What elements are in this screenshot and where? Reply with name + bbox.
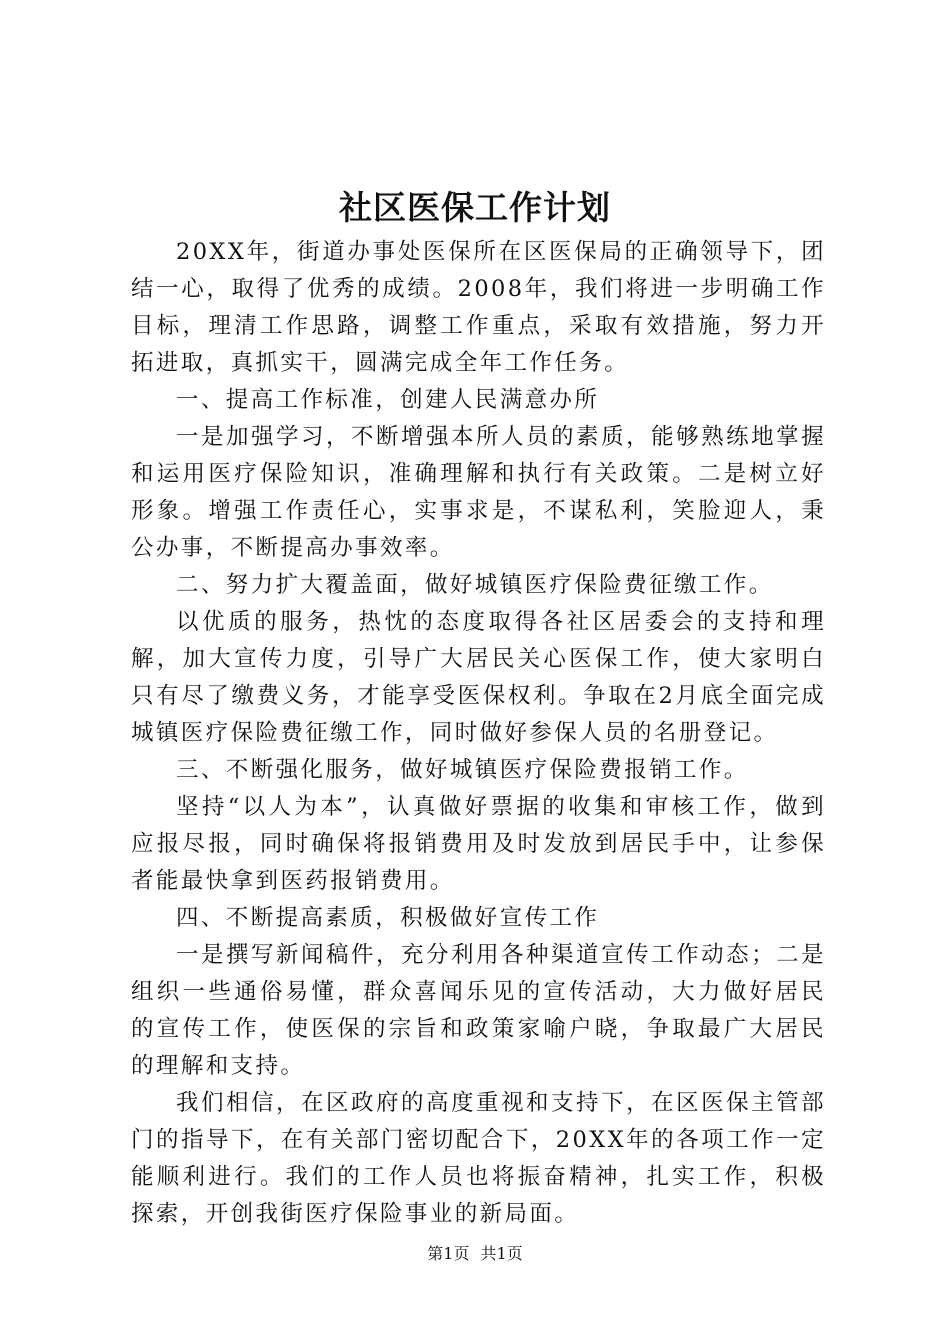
paragraph-section-2: 以优质的服务，热忱的态度取得各社区居委会的支持和理解，加大宣传力度，引导广大居民关心医保工作，使大家明白只有尽了缴费义务，才能享受医保权利。争取在2月底全面完成城镇医疗保险费征缴工作，同时做好参保人员的名册登记。: [131, 609, 826, 746]
page-number: 第1页: [427, 1244, 470, 1263]
section-heading-4: 四、不断提高素质，积极做好宣传工作: [176, 905, 600, 931]
document-title: 社区医保工作计划: [339, 188, 611, 227]
section-heading-3: 三、不断强化服务，做好城镇医疗保险费报销工作。: [176, 757, 749, 783]
page-total: 共1页: [480, 1244, 523, 1263]
paragraph-conclusion: 我们相信，在区政府的高度重视和支持下，在区医保主管部门的指导下，在有关部门密切配合下，20XX年的各项工作一定能顺利进行。我们的工作人员也将振奋精神，扎实工作，积极探索，开创我街医疗保险事业的新局面。: [131, 1090, 826, 1227]
document-body: [131, 234, 826, 1233]
page-footer: [0, 1243, 950, 1265]
paragraph-intro: 20XX年，街道办事处医保所在区医保局的正确领导下，团结一心，取得了优秀的成绩。2008年，我们将进一步明确工作目标，理清工作思路，调整工作重点，采取有效措施，努力开拓进取，真抓实干，圆满完成全年工作任务。: [131, 239, 826, 376]
paragraph-section-1: 一是加强学习，不断增强本所人员的素质，能够熟练地掌握和运用医疗保险知识，准确理解和执行有关政策。二是树立好形象。增强工作责任心，实事求是，不谋私利，笑脸迎人，秉公办事，不断提高办事效率。: [131, 424, 826, 561]
paragraph-section-4: 一是撰写新闻稿件，充分利用各种渠道宣传工作动态；二是组织一些通俗易懂，群众喜闻乐见的宣传活动，大力做好居民的宣传工作，使医保的宗旨和政策家喻户晓，争取最广大居民的理解和支持。: [131, 942, 826, 1079]
section-heading-1: 一、提高工作标准，创建人民满意办所: [176, 387, 600, 413]
section-heading-2: 二、努力扩大覆盖面，做好城镇医疗保险费征缴工作。: [176, 572, 774, 598]
paragraph-section-3: 坚持“以人为本”，认真做好票据的收集和审核工作，做到应报尽报，同时确保将报销费用及时发放到居民手中，让参保者能最快拿到医药报销费用。: [131, 794, 826, 894]
